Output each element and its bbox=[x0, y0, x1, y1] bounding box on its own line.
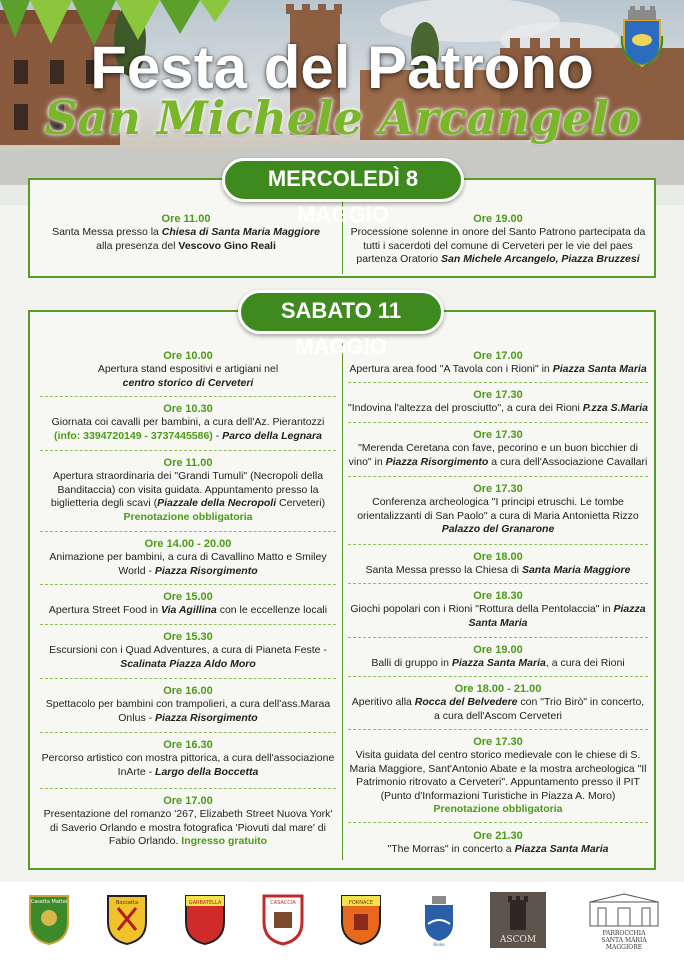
logo-label: FORNACE bbox=[348, 900, 374, 906]
event-item: Ore 18.00 - 21.00 Aperitivo alla Rocca del Belvedere con "Trio Birò" in concerto, a cura dell'Ascom Cerveteri bbox=[351, 683, 645, 722]
parrocchia-logo bbox=[584, 892, 664, 951]
event-item: Ore 16.00 Spettacolo per bambini con trampolieri, a cura dell'ass.Maraa Onlus - Piazza Risorgimento bbox=[45, 685, 331, 724]
separator bbox=[40, 584, 336, 585]
separator bbox=[40, 732, 336, 733]
wednesday-day-label: MERCOLEDÌ 8 MAGGIO bbox=[222, 158, 464, 202]
ascom-logo bbox=[490, 892, 546, 948]
logo-label: GARBATELLA bbox=[188, 900, 222, 906]
event-item: Ore 15.00 Apertura Street Food in Via Agillina con le eccellenze locali bbox=[48, 591, 328, 616]
separator bbox=[348, 382, 648, 383]
rione-shield-icon bbox=[418, 894, 460, 946]
logo-label: CASACCIA bbox=[270, 900, 296, 906]
event-item: Ore 18.00 Santa Messa presso la Chiesa di Santa Maria Maggiore bbox=[365, 551, 631, 576]
event-item: Ore 10.00 Apertura stand espositivi e artigiani nel centro storico di Cerveteri bbox=[97, 350, 279, 389]
saturday-divider bbox=[342, 340, 343, 860]
event-item: Ore 17.30 "Indovina l'altezza del prosciutto", a cura dei Rioni P.zza S.Maria bbox=[348, 389, 648, 414]
event-item: Ore 16.30 Percorso artistico con mostra pittorica, a cura dell'associazione InArte - Largo della Boccetta bbox=[41, 739, 335, 778]
separator bbox=[348, 822, 648, 823]
event-item: Ore 17.00 Apertura area food "A Tavola con i Rioni" in Piazza Santa Maria bbox=[349, 350, 647, 375]
event-item: Ore 15.30 Escursioni con i Quad Adventures, a cura di Pianeta Feste - Scalinata Piazza Aldo Moro bbox=[49, 631, 327, 670]
event-item: Ore 18.30 Giochi popolari con i Rioni "Rottura della Pentolaccia" in Piazza Santa Maria bbox=[350, 590, 646, 629]
separator bbox=[40, 678, 336, 679]
saturday-day-label: SABATO 11 MAGGIO bbox=[238, 290, 444, 334]
event-time: Ore 11.00 bbox=[161, 213, 211, 225]
rione-shield-icon bbox=[262, 894, 304, 946]
page-title: Festa del Patrono bbox=[90, 34, 594, 101]
church-sketch-icon bbox=[584, 892, 664, 928]
separator bbox=[40, 396, 336, 397]
separator bbox=[348, 476, 648, 477]
ascom-label: ASCOM bbox=[499, 935, 537, 945]
event-time: Ore 19.00 bbox=[473, 213, 523, 225]
rione-shield-icon bbox=[340, 894, 382, 946]
parrocchia-line2: SANTA MARIA MAGGIORE bbox=[601, 937, 647, 951]
separator bbox=[348, 583, 648, 584]
logo-label: Casetta Mattei bbox=[30, 899, 68, 905]
event-item: Ore 17.30 "Merenda Ceretana con fave, pecorino e un buon bicchier di vino" in Piazza Risorgimento a cura dell'Associazione Cavallari bbox=[348, 429, 648, 468]
separator bbox=[40, 531, 336, 532]
event-item: Ore 11.00 Apertura straordinaria dei "Grandi Tumuli" (Necropoli della Banditaccia) con visita guidata. Appuntamento presso la biglietteria degli scavi (Piazzale della Necropoli Cerveteri) Prenotazione obbligatoria bbox=[50, 457, 326, 523]
separator bbox=[40, 624, 336, 625]
separator bbox=[40, 788, 336, 789]
event-item: Ore 21.30 "The Morras" in concerto a Piazza Santa Maria bbox=[387, 830, 609, 855]
separator bbox=[348, 637, 648, 638]
page-subtitle: San Michele Arcangelo bbox=[44, 91, 640, 145]
logo-label: Rione bbox=[433, 942, 445, 946]
sponsor-footer bbox=[0, 882, 684, 960]
tower-icon bbox=[490, 892, 546, 932]
separator bbox=[348, 676, 648, 677]
event-item: Ore 17.00 Presentazione del romanzo '267, Elizabeth Street Nuova York' di Saverio Orlando e mostra fotografica 'Piovuti dal mare' di Fabio Orlando. Ingresso gratuito bbox=[43, 795, 333, 847]
event-item: Ore 17.30 Conferenza archeologica "I principi etruschi. Le tombe orientalizzanti di San Paolo" a cura di Maria Antonietta Rizzo Palazzo del Granarone bbox=[357, 483, 639, 535]
rione-shield-icon bbox=[28, 894, 70, 946]
event-item: Ore 19.00 Balli di gruppo in Piazza Santa Maria, a cura dei Rioni bbox=[371, 644, 625, 669]
event-item: Ore 17.30 Visita guidata del centro storico medievale con le chiese di S. Maria Maggiore, Sant'Antonio Abate e la mostra archeologica "Il Patrimonio ritrovato a Cerveteri". Appuntamento presso il PIT (Punto d'Informazioni Turistiche in Piazza A. Moro) Prenotazione obbligatoria bbox=[349, 736, 647, 815]
separator bbox=[40, 450, 336, 451]
event-item: Ore 19.00 Processione solenne in onore del Santo Patrono partecipata da tutti i sacerdoti del comune di Cerveteri per le vie del paes partenza Oratorio San Michele Arcangelo, Piazza Bruzzesi bbox=[350, 213, 646, 265]
logo-label: Boccetta bbox=[115, 900, 139, 906]
event-item: Ore 14.00 - 20.00 Animazione per bambini, a cura di Cavallino Matto e Smiley World - Piazza Risorgimento bbox=[49, 538, 327, 577]
parrocchia-line1: PARROCCHIA bbox=[602, 930, 646, 937]
separator bbox=[348, 544, 648, 545]
event-item: Ore 11.00 Santa Messa presso la Chiesa di Santa Maria Maggiore alla presenza del Vescovo Gino Reali bbox=[44, 212, 328, 253]
separator bbox=[348, 422, 648, 423]
separator bbox=[348, 729, 648, 730]
rione-shield-icon bbox=[184, 894, 226, 946]
event-item: Ore 10.30 Giornata coi cavalli per bambini, a cura dell'Az. Pierantozzi (info: 3394720149 - 3737445586) - Parco della Legnara bbox=[51, 403, 325, 442]
rione-shield-icon bbox=[106, 894, 148, 946]
